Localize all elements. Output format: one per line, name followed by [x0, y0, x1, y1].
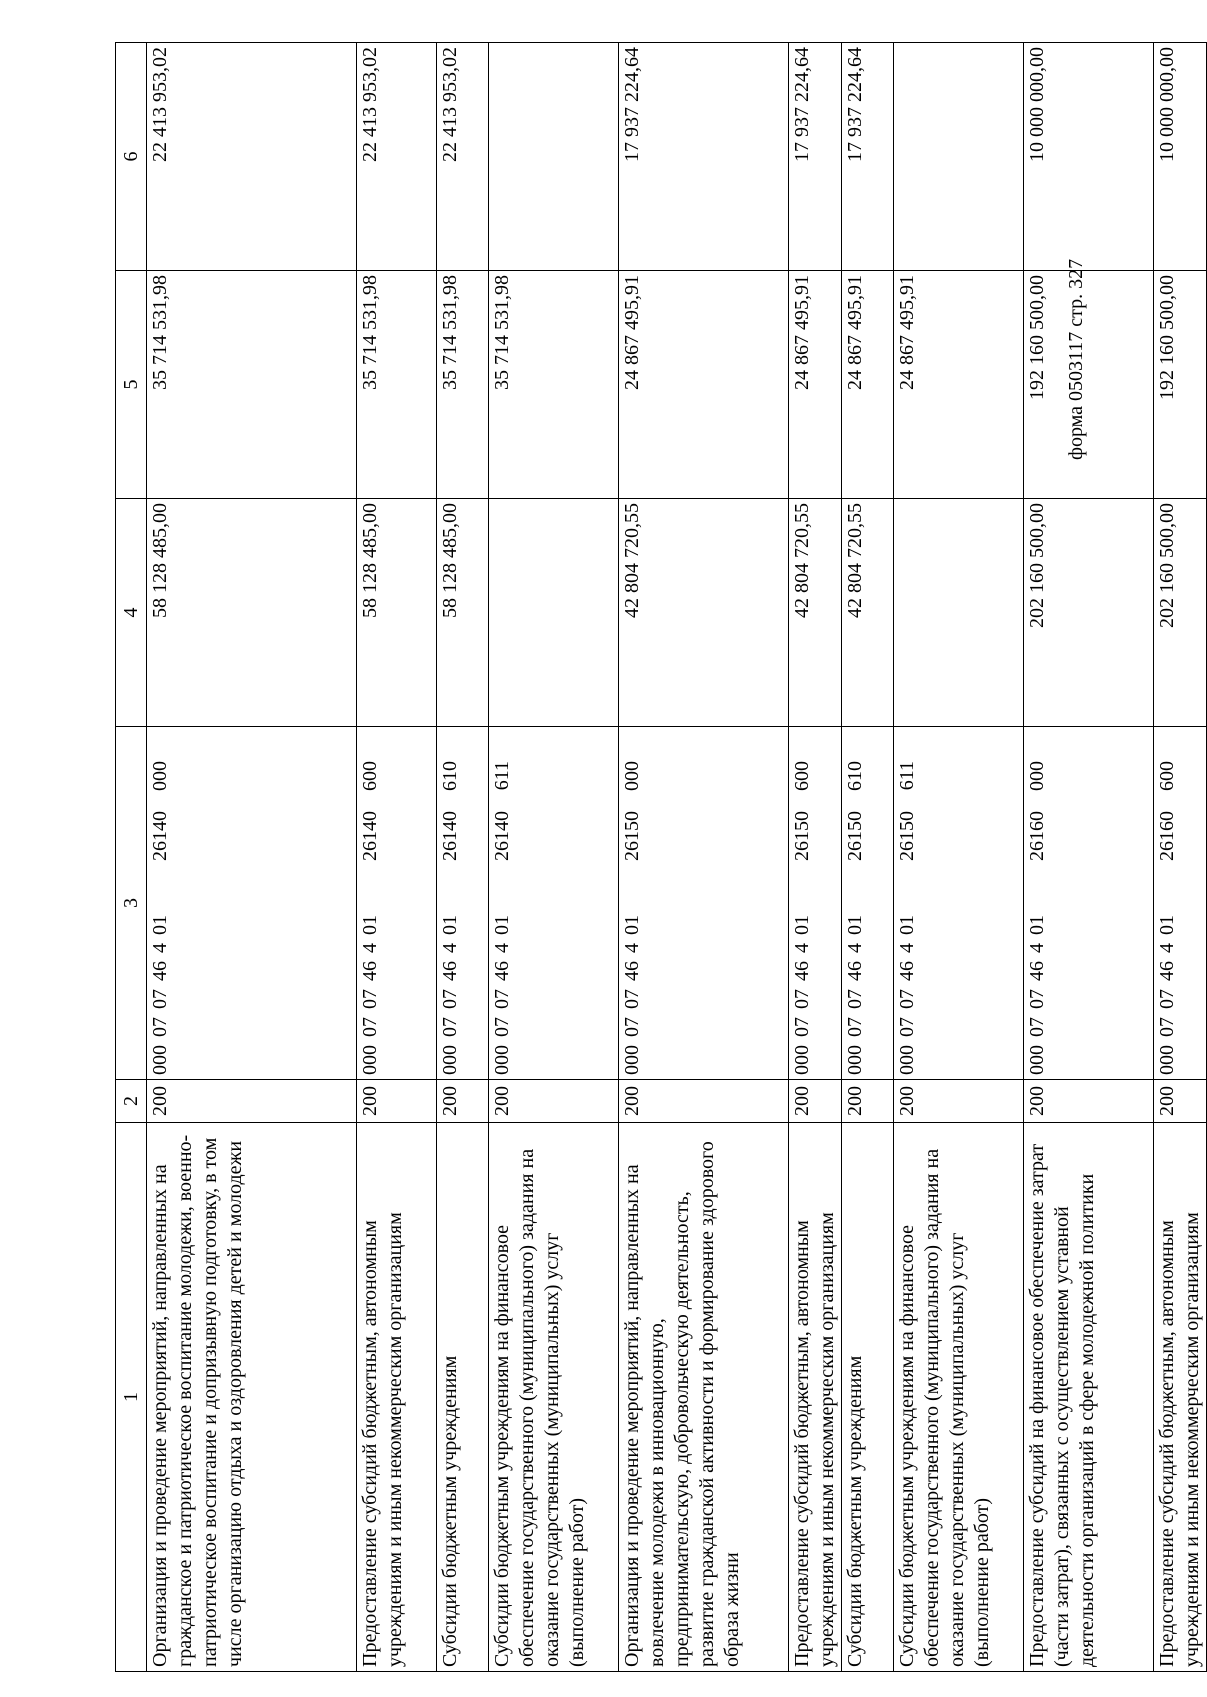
row-approved-amount: 58 128 485,00	[147, 499, 357, 727]
code-segment: 000	[149, 1045, 171, 1075]
row-executed-amount: 24 867 495,91	[789, 271, 842, 499]
row-executed-amount: 192 160 500,00	[1154, 271, 1207, 499]
row-executed-amount: 35 714 531,98	[147, 271, 357, 499]
code-segment: 01	[149, 915, 171, 935]
row-executed-amount: 24 867 495,91	[894, 271, 1024, 499]
row-line-code: 200	[789, 1080, 842, 1123]
row-approved-amount: 202 160 500,00	[1024, 499, 1154, 727]
row-budget-code	[489, 727, 619, 1080]
code-segment: 000	[896, 1045, 918, 1075]
row-budget-code	[894, 727, 1024, 1080]
row-unexecuted-amount: 22 413 953,02	[147, 43, 357, 271]
row-approved-amount: 42 804 720,55	[789, 499, 842, 727]
row-unexecuted-amount: 17 937 224,64	[789, 43, 842, 271]
table-row	[489, 43, 619, 1672]
row-unexecuted-amount	[489, 43, 619, 271]
code-segment: 46	[844, 961, 866, 981]
row-line-code: 200	[147, 1080, 357, 1123]
row-name: Предоставление субсидий бюджетным, автономным учреждениям и иным некоммерческим организациям	[1154, 1123, 1207, 1672]
row-approved-amount: 58 128 485,00	[357, 499, 437, 727]
code-segment: 01	[491, 915, 513, 935]
row-budget-code	[357, 727, 437, 1080]
column-header-6: 6	[116, 43, 147, 271]
code-segment: 46	[791, 961, 813, 981]
code-segment: 07	[844, 989, 866, 1009]
code-segment: 26150	[844, 811, 866, 861]
code-segment: 26150	[621, 811, 643, 861]
code-segment: 07	[149, 989, 171, 1009]
code-segment: 26160	[1156, 811, 1178, 861]
row-unexecuted-amount	[894, 43, 1024, 271]
code-segment: 610	[439, 761, 461, 791]
code-segment: 07	[791, 989, 813, 1009]
code-segment: 07	[491, 989, 513, 1009]
code-segment: 01	[621, 915, 643, 935]
table-row	[357, 43, 437, 1672]
row-approved-amount: 42 804 720,55	[842, 499, 894, 727]
code-segment: 07	[1156, 989, 1178, 1009]
code-segment: 07	[1156, 1017, 1178, 1037]
code-segment: 000	[149, 761, 171, 791]
code-segment: 4	[791, 943, 813, 953]
code-segment: 26140	[149, 811, 171, 861]
code-segment: 4	[896, 943, 918, 953]
code-segment: 01	[844, 915, 866, 935]
row-budget-code	[437, 727, 489, 1080]
row-unexecuted-amount: 10 000 000,00	[1154, 43, 1207, 271]
code-segment: 07	[359, 1017, 381, 1037]
code-segment: 07	[896, 1017, 918, 1037]
code-segment: 46	[1156, 961, 1178, 981]
code-segment: 07	[359, 989, 381, 1009]
code-segment: 4	[359, 943, 381, 953]
row-name: Предоставление субсидий бюджетным, автономным учреждениям и иным некоммерческим организациям	[789, 1123, 842, 1672]
code-segment: 46	[1026, 961, 1048, 981]
row-executed-amount: 35 714 531,98	[437, 271, 489, 499]
column-header-1: 1	[116, 1123, 147, 1672]
row-budget-code	[789, 727, 842, 1080]
code-segment: 26160	[1026, 811, 1048, 861]
row-unexecuted-amount: 17 937 224,64	[619, 43, 789, 271]
code-segment: 000	[1026, 761, 1048, 791]
row-name: Субсидии бюджетным учреждениям на финансовое обеспечение государственного (муниципального) задания на оказание государственных (муниципальных) услуг (выполнение работ)	[489, 1123, 619, 1672]
form-label: форма 0503117 стр. 327	[1065, 258, 1087, 460]
table-header	[116, 43, 147, 1672]
code-segment: 46	[491, 961, 513, 981]
row-name: Предоставление субсидий на финансовое обеспечение затрат (части затрат), связанных с осуществлением уставной деятельности организаций в сфере молодежной политики	[1024, 1123, 1154, 1672]
column-header-5: 5	[116, 271, 147, 499]
code-segment: 01	[1156, 915, 1178, 935]
code-segment: 01	[1026, 915, 1048, 935]
code-segment: 600	[359, 761, 381, 791]
code-segment: 4	[1026, 943, 1048, 953]
code-segment: 4	[844, 943, 866, 953]
row-name: Субсидии бюджетным учреждениям	[842, 1123, 894, 1672]
code-segment: 01	[439, 915, 461, 935]
row-unexecuted-amount: 22 413 953,02	[437, 43, 489, 271]
table-row	[437, 43, 489, 1672]
code-segment: 000	[1156, 1045, 1178, 1075]
code-segment: 01	[359, 915, 381, 935]
code-segment: 07	[896, 989, 918, 1009]
row-name: Предоставление субсидий бюджетным, автономным учреждениям и иным некоммерческим организациям	[357, 1123, 437, 1672]
row-unexecuted-amount: 17 937 224,64	[842, 43, 894, 271]
code-segment: 4	[1156, 943, 1178, 953]
code-segment: 07	[1026, 1017, 1048, 1037]
code-segment: 610	[844, 761, 866, 791]
code-segment: 46	[149, 961, 171, 981]
row-approved-amount: 58 128 485,00	[437, 499, 489, 727]
row-name: Субсидии бюджетным учреждениям на финансовое обеспечение государственного (муниципального) задания на оказание государственных (муниципальных) услуг (выполнение работ)	[894, 1123, 1024, 1672]
code-segment: 000	[439, 1045, 461, 1075]
table-row	[147, 43, 357, 1672]
code-segment: 600	[1156, 761, 1178, 791]
code-segment: 07	[491, 1017, 513, 1037]
code-segment: 46	[896, 961, 918, 981]
column-header-3: 3	[116, 727, 147, 1080]
code-segment: 000	[844, 1045, 866, 1075]
code-segment: 26140	[491, 811, 513, 861]
code-segment: 26140	[359, 811, 381, 861]
row-line-code: 200	[489, 1080, 619, 1123]
row-budget-code	[1154, 727, 1207, 1080]
table-row	[842, 43, 894, 1672]
code-segment: 26150	[896, 811, 918, 861]
code-segment: 07	[844, 1017, 866, 1037]
code-segment: 4	[621, 943, 643, 953]
row-approved-amount	[489, 499, 619, 727]
code-segment: 46	[621, 961, 643, 981]
code-segment: 01	[791, 915, 813, 935]
code-segment: 07	[621, 989, 643, 1009]
table-body	[147, 43, 1207, 1672]
code-segment: 26140	[439, 811, 461, 861]
row-executed-amount: 24 867 495,91	[619, 271, 789, 499]
row-approved-amount: 202 160 500,00	[1154, 499, 1207, 727]
code-segment: 07	[149, 1017, 171, 1037]
row-executed-amount: 35 714 531,98	[357, 271, 437, 499]
row-approved-amount: 42 804 720,55	[619, 499, 789, 727]
code-segment: 600	[791, 761, 813, 791]
code-segment: 000	[491, 1045, 513, 1075]
row-budget-code	[619, 727, 789, 1080]
row-unexecuted-amount: 10 000 000,00	[1024, 43, 1154, 271]
row-executed-amount: 192 160 500,00	[1024, 271, 1154, 499]
header-row	[116, 43, 147, 1672]
row-line-code: 200	[894, 1080, 1024, 1123]
code-segment: 07	[621, 1017, 643, 1037]
code-segment: 000	[621, 1045, 643, 1075]
code-segment: 000	[359, 1045, 381, 1075]
code-segment: 46	[439, 961, 461, 981]
row-line-code: 200	[437, 1080, 489, 1123]
code-segment: 4	[491, 943, 513, 953]
column-header-2: 2	[116, 1080, 147, 1123]
row-name: Организация и проведение мероприятий, направленных на вовлечение молодежи в инновационную, предпринимательскую, добровольческую деятельность, развитие гражданской активности и формирование здорового образа жизни	[619, 1123, 789, 1672]
table-row	[1154, 43, 1207, 1672]
table-row	[894, 43, 1024, 1672]
code-segment: 07	[1026, 989, 1048, 1009]
table-row	[789, 43, 842, 1672]
row-executed-amount: 35 714 531,98	[489, 271, 619, 499]
code-segment: 4	[439, 943, 461, 953]
row-line-code: 200	[1154, 1080, 1207, 1123]
row-budget-code	[1024, 727, 1154, 1080]
row-line-code: 200	[1024, 1080, 1154, 1123]
code-segment: 07	[439, 989, 461, 1009]
code-segment: 611	[491, 761, 513, 791]
code-segment: 611	[896, 761, 918, 791]
table-row	[619, 43, 789, 1672]
code-segment: 07	[439, 1017, 461, 1037]
code-segment: 01	[896, 915, 918, 935]
row-budget-code	[842, 727, 894, 1080]
row-line-code: 200	[619, 1080, 789, 1123]
row-line-code: 200	[357, 1080, 437, 1123]
row-executed-amount: 24 867 495,91	[842, 271, 894, 499]
code-segment: 000	[621, 761, 643, 791]
code-segment: 26150	[791, 811, 813, 861]
report-table	[115, 42, 1207, 1672]
table-row	[1024, 43, 1154, 1672]
code-segment: 000	[791, 1045, 813, 1075]
code-segment: 000	[1026, 1045, 1048, 1075]
column-header-4: 4	[116, 499, 147, 727]
row-budget-code	[147, 727, 357, 1080]
row-approved-amount	[894, 499, 1024, 727]
code-segment: 46	[359, 961, 381, 981]
code-segment: 4	[149, 943, 171, 953]
row-name: Организация и проведение мероприятий, направленных на гражданское и патриотическое воспитание молодежи, военно-патриотическое воспитание и допризывную подготовку, в том числе организацию отдыха и оздоровления детей и молодежи	[147, 1123, 357, 1672]
row-name: Субсидии бюджетным учреждениям	[437, 1123, 489, 1672]
code-segment: 07	[791, 1017, 813, 1037]
row-unexecuted-amount: 22 413 953,02	[357, 43, 437, 271]
row-line-code: 200	[842, 1080, 894, 1123]
